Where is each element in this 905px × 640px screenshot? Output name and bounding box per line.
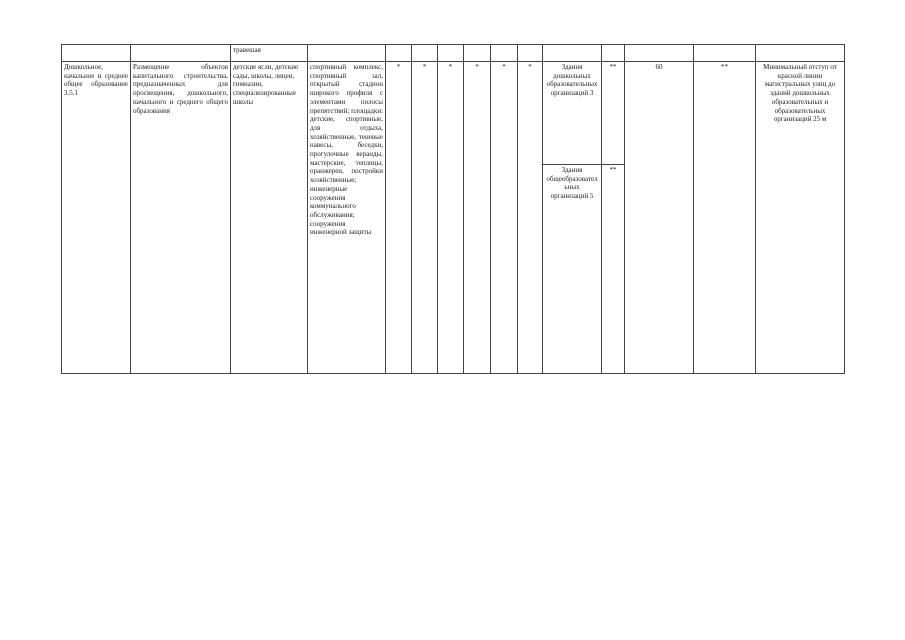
land-use-description: Размещение объектов капитального строительства, предназначенных для просвещения, дошкольного, начального и среднего общего образования	[131, 62, 231, 374]
star-cell: *	[412, 62, 438, 374]
cell: травешая	[231, 45, 308, 62]
land-use-examples: детские ясли, детские сады, школы, лицеи, гимназии, специализированные школы	[231, 62, 308, 374]
cell	[694, 45, 756, 62]
double-star-2: **	[609, 166, 617, 174]
buildings-preschool: Здания дошкольных образовательных организаций 3	[543, 62, 601, 165]
cell	[464, 45, 491, 62]
star-cell: *	[464, 62, 491, 374]
cell	[386, 45, 412, 62]
cell	[602, 45, 625, 62]
table-row	[62, 62, 845, 374]
cell	[625, 45, 694, 62]
table-row	[62, 45, 845, 62]
value-cell: 60	[625, 62, 694, 374]
cell	[756, 45, 845, 62]
double-star-1: **	[602, 62, 624, 165]
double-star-cell	[602, 62, 625, 374]
cell	[543, 45, 602, 62]
land-use-name: Дошкольное, начальное и среднее общее образование 3.5.1	[62, 62, 131, 374]
cell	[438, 45, 464, 62]
star-cell: *	[491, 62, 518, 374]
note-cell: Минимальный отступ от красной линии магистральных улиц до зданий дошкольных образовательных и образовательных организаций 25 м	[756, 62, 845, 374]
cell	[308, 45, 386, 62]
cell	[412, 45, 438, 62]
star-cell: *	[438, 62, 464, 374]
buildings-cell	[543, 62, 602, 374]
cell	[518, 45, 543, 62]
cell	[131, 45, 231, 62]
cell	[62, 45, 131, 62]
star-cell: *	[518, 62, 543, 374]
land-use-table	[61, 44, 845, 374]
cell	[491, 45, 518, 62]
land-use-facilities: спортивный комплекс, спортивный зал, открытый стадион широкого профиля с элементами полосы препятствий; площадки: детские, спортивные, для отдыха, хозяйственные, теневые навесы, беседки, прогулочные веранды, мастерские, теплицы, оранжереи, постройки хозяйственные; инженерные сооружения коммунального обслуживания; сооружения инженерной защиты	[308, 62, 386, 374]
buildings-general-education: Здания общеобразовательных организаций 5	[546, 166, 598, 201]
star-cell: *	[386, 62, 412, 374]
double-star-cell-3: **	[694, 62, 756, 374]
